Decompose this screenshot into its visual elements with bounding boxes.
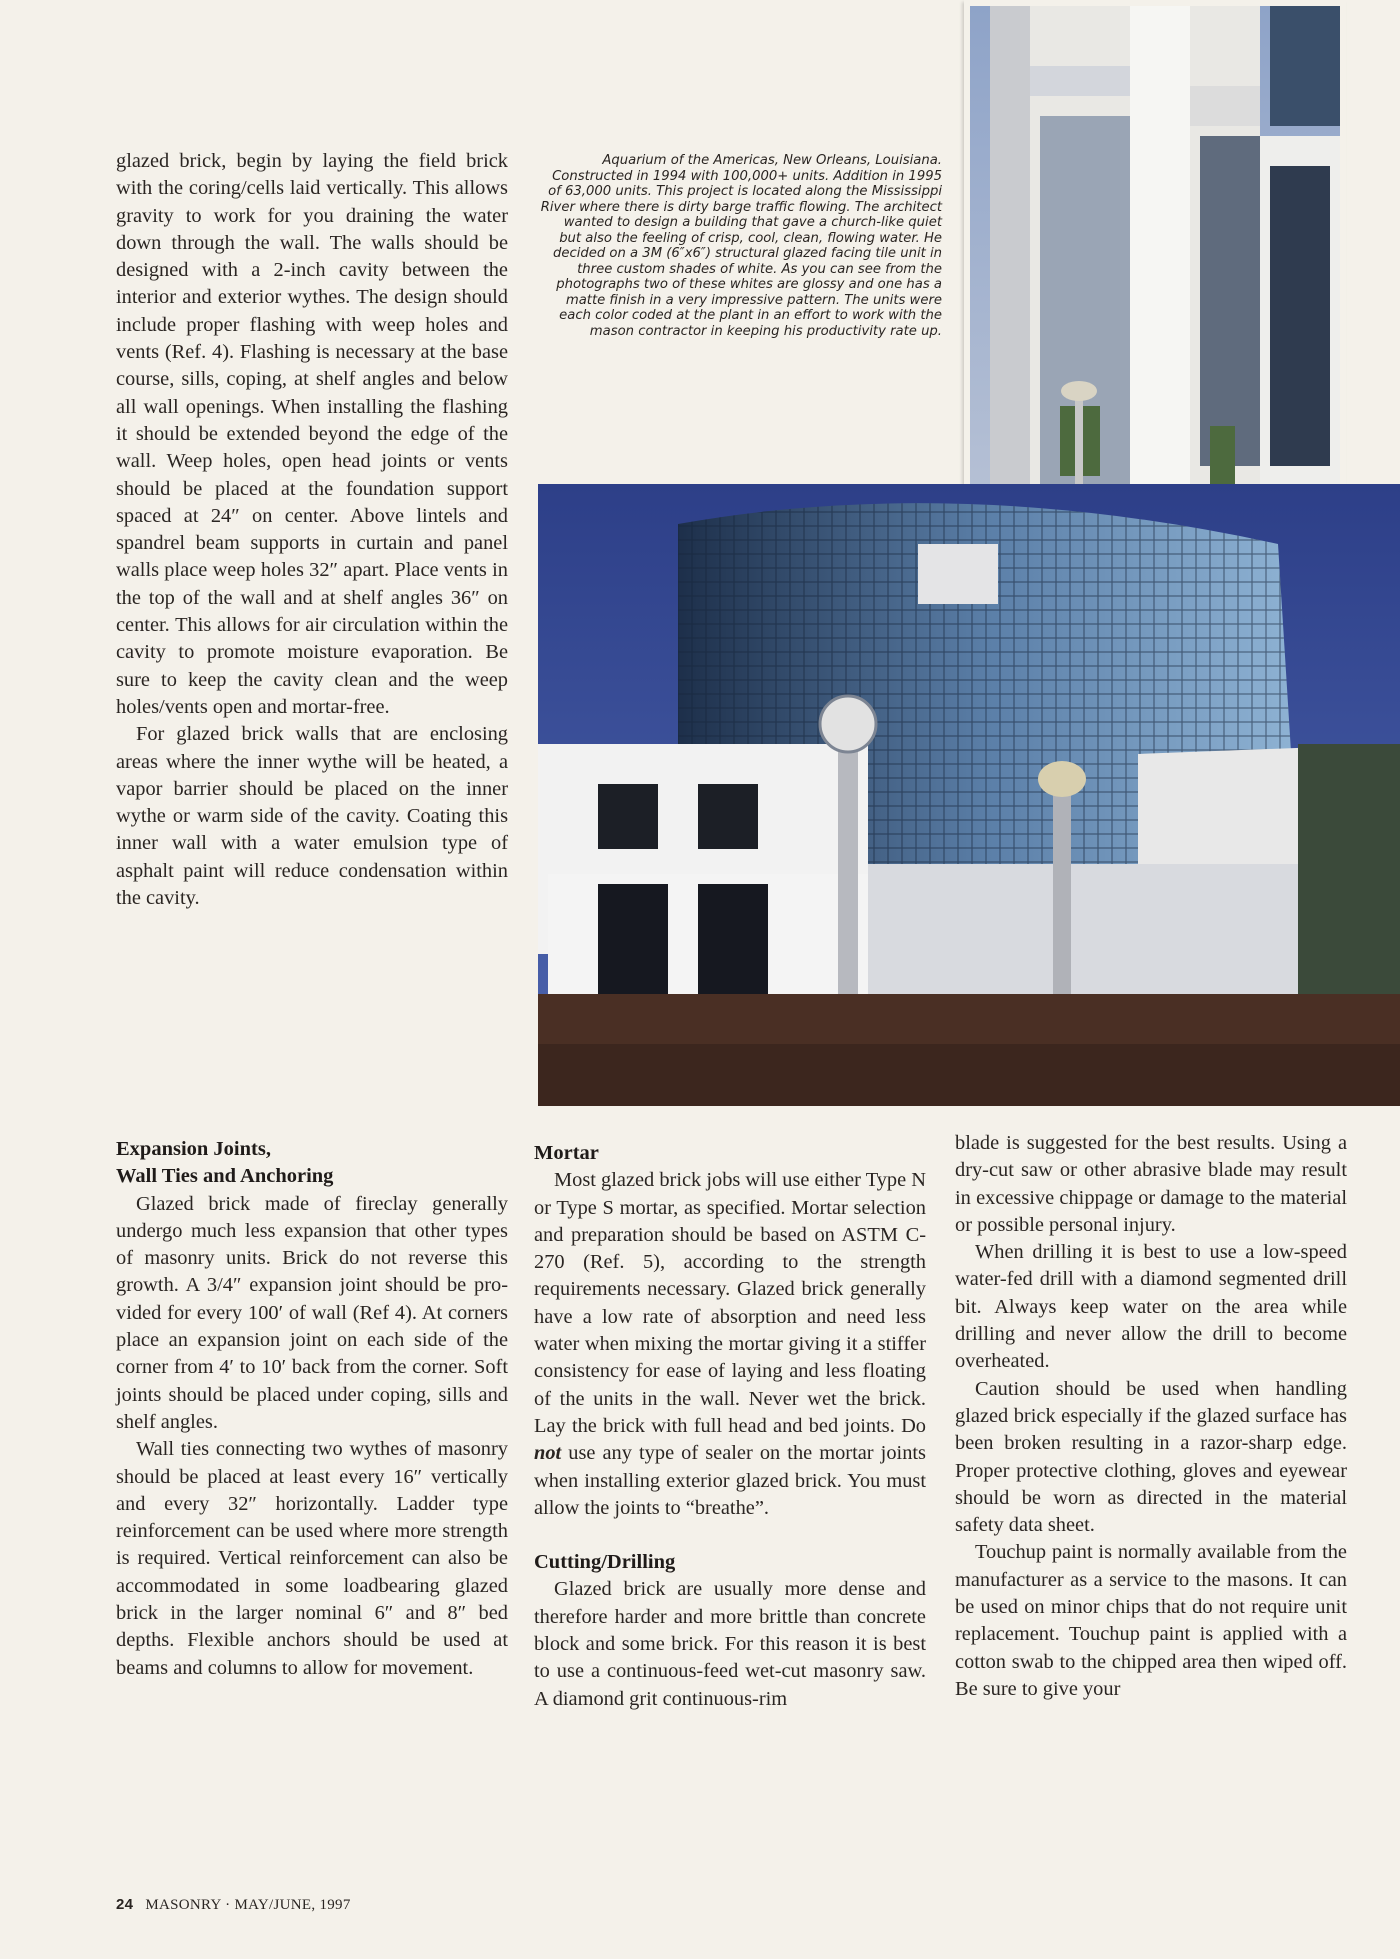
body-paragraph: When drilling it is best to use a low-speed water-fed drill with a diamond segmented drill bit. Always keep water on the area while drilling and never allow the drill to become overheated.	[955, 1241, 1347, 1373]
building-facade-detail-photo	[964, 0, 1346, 546]
section-heading	[116, 1136, 508, 1191]
body-paragraph	[534, 1167, 926, 1522]
article-column-1	[116, 148, 508, 912]
text-run: use any type of sealer on the mortar joints when installing exterior glazed brick. You must allow the joints to “breathe”.	[534, 1442, 926, 1519]
text-run: Most glazed brick jobs will use either Type N or Type S mortar, as specified. Mortar selection and preparation should be based on ASTM C-270 (Ref. 5), according to the strength requirements necessary. Glazed brick generally have a low rate of absorption and need less water when mixing the mortar giving it a stiffer consistency for ease of laying and less floating of the units in the wall. Never wet the brick. Lay the brick with full head and bed joints. Do	[534, 1169, 926, 1437]
emphasis: not	[534, 1442, 562, 1465]
body-paragraph: Touchup paint is normally available from the manufacturer as a service to the masons. It can be used on minor chips that do not require unit replacement. Touchup paint is applied with a cotton swab to the chipped area then wiped off. Be sure to give your	[955, 1541, 1347, 1700]
section-heading: Cutting/Drilling	[534, 1551, 676, 1574]
article-column-3	[955, 1130, 1347, 1703]
page-footer	[116, 1896, 351, 1914]
aquarium-building-photo	[538, 484, 1400, 1106]
article-column-2	[534, 1140, 926, 1713]
body-paragraph: Glazed brick made of fireclay generally undergo much less expansion that other types of masonry units. Brick do not reverse this growth. A 3/4″ expansion joint should be provided for every 100′ of wall (Ref 4). At corners place an expansion joint on each side of the corner from 4′ to 10′ back from the corner. Soft joints should be placed under coping, sills and shelf angles.	[116, 1192, 508, 1433]
publication-line: MASONRY · MAY/JUNE, 1997	[145, 1897, 351, 1913]
body-paragraph: glazed brick, begin by laying the field brick with the coring/cells laid vertically. This allows gravity to work for you draining the water down through the wall. The walls should be designed with a 2-inch cavity between the interior and exterior wythes. The design should include proper flashing with weep holes and vents (Ref. 4). Flashing is necessary at the base course, sills, coping, at shelf angles and below all wall openings. When installing the flashing it should be extended beyond the edge of the wall. Weep holes, open head joints or vents should be placed at the foundation support spaced at 24″ on center. Above lintels and spandrel beam supports in curtain and panel walls place weep holes 32″ apart. Place vents in the top of the wall and at shelf angles 36″ on center. This allows for air circulation within the cavity to promote moisture evaporation. Be sure to keep the cavity clean and the weep holes/vents open and mortar-free.	[116, 150, 508, 718]
photo-caption: Aquarium of the Americas, New Orleans, Louisiana. Constructed in 1994 with 100,000+ units. Addition in 1995 of 63,000 units. This project is located along the Mississippi River where there is dirty barge traffic flowing. The architect wanted to design a building that gave a church-like quiet but also the feeling of crisp, cool, clean, flowing water. He decided on a 3M (6″x6″) structural glazed facing tile unit in three custom shades of white. As you can see from the photographs two of these whites are glossy and one has a matte finish in a very impressive pattern. The units were each color coded at the plant in an effort to work with the mason contractor in keeping his productivity rate up.	[540, 153, 942, 339]
heading-line: Expansion Joints,	[116, 1138, 271, 1160]
body-paragraph: Caution should be used when handling glazed brick especially if the glazed surface has been broken resulting in a razor-sharp edge. Proper protective clothing, gloves and eyewear should be worn as directed in the material safety data sheet.	[955, 1377, 1347, 1537]
body-paragraph: For glazed brick walls that are enclosing areas where the inner wythe will be heated, a vapor barrier should be placed on the inner wythe or warm side of the cavity. Coating this inner wall with a water emulsion type of asphalt paint will reduce condensation within the cavity.	[116, 723, 508, 910]
heading-line: Wall Ties and Anchoring	[116, 1165, 334, 1188]
expansion-joints-section	[116, 1136, 508, 1682]
body-paragraph: Glazed brick are usually more dense and therefore harder and more brittle than concrete block and some brick. For this reason it is best to use a continuous-feed wet-cut masonry saw. A diamond grit continuous-rim	[534, 1578, 926, 1710]
section-heading: Mortar	[534, 1142, 599, 1164]
body-paragraph: Wall ties connecting two wythes of masonry should be placed at least every 16″ vertically and every 32″ horizontally. Ladder type reinforcement can be used where more strength is required. Vertical reinforcement can also be accommodated in some loadbearing glazed brick in the larger nominal 6″ and 8″ bed depths. Flexible anchors should be used at beams and columns to allow for movement.	[116, 1438, 508, 1679]
page-number: 24	[116, 1896, 134, 1913]
body-paragraph: blade is suggested for the best results. Using a dry-cut saw or other abrasive blade may result in excessive chippage or damage to the material or possible personal injury.	[955, 1132, 1347, 1236]
